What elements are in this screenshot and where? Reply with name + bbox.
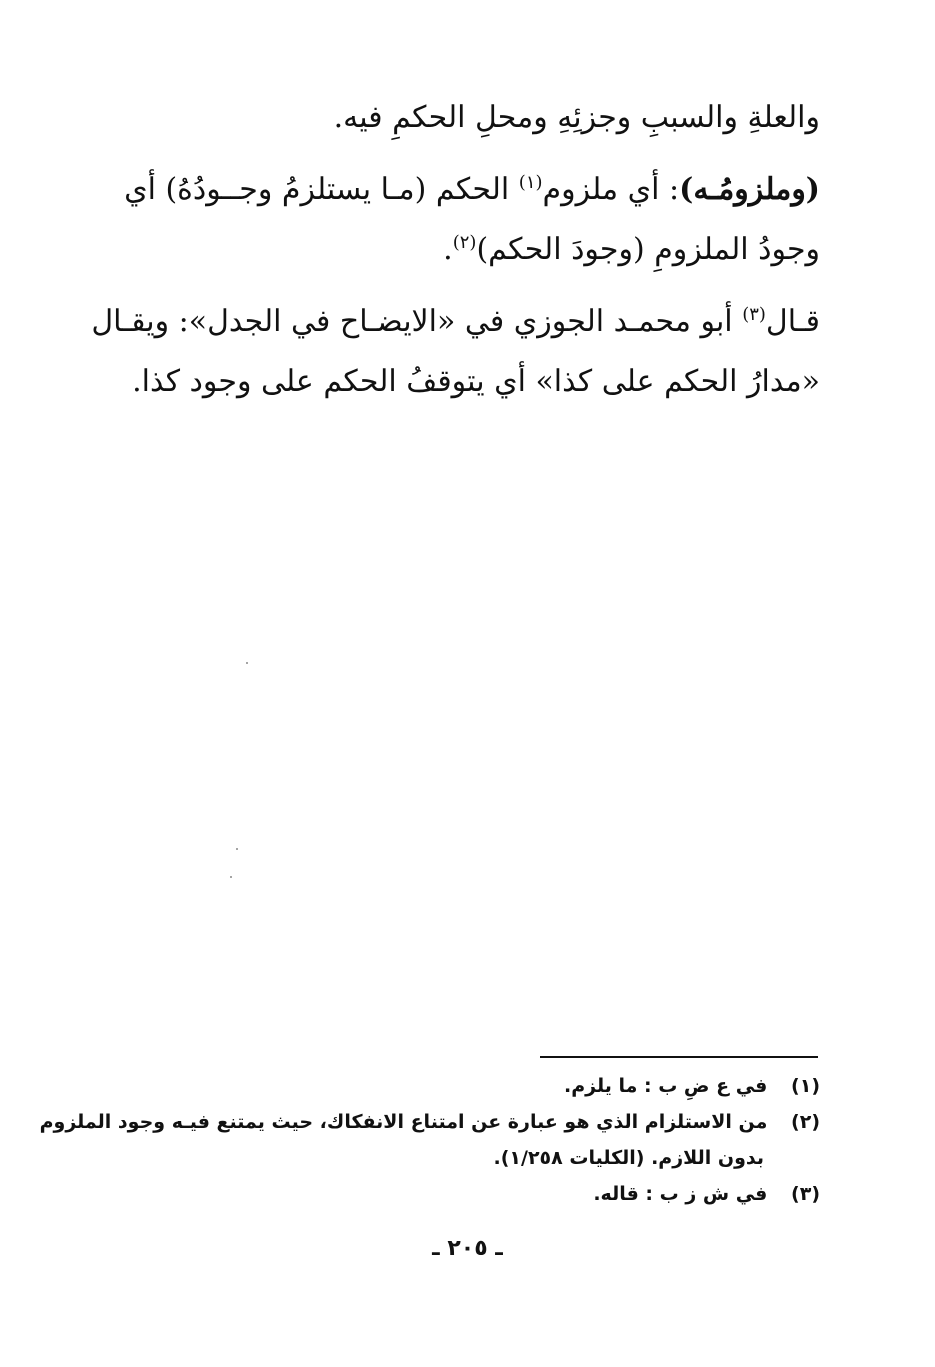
footnote-ref-3: (٣) [742,304,766,325]
paragraph-2-line-1 [124,160,820,220]
footnote-number: (٢) [791,1111,820,1133]
footnote-3 [140,1176,820,1212]
defined-term: (وملزومُـه) [679,172,820,207]
paragraph-3-text-b: أبو محمـد الجوزي في «الايضـاح في الجدل»: ويقـال [91,304,743,339]
footnote-text: من الاستلزام الذي هو عبارة عن امتناع الانفكاك، حيث يمتنع فيـه وجود الملزوم [39,1111,768,1133]
paragraph-2-text-b: الحكم (مـا يستلزمُ وجــودُهُ) أي [124,172,519,207]
footnote-number: (٣) [791,1183,820,1205]
paragraph-2-text-c: وجودُ الملزومِ (وجودَ الحكم) [476,232,820,267]
footnote-2-continuation: بدون اللازم. (الكليات ١/٢٥٨). [493,1147,764,1169]
footnote-text: في ع ضِ ب : ما يلزم. [564,1075,768,1097]
footnote-divider [540,1056,818,1058]
paragraph-2 [124,160,820,280]
paragraph-2-text-a: : أي ملزوم [542,172,680,207]
paragraph-3-line-1 [91,292,820,352]
paragraph-3-text-a: قـال [765,304,820,339]
footnote-text: في ش ز ب : قاله. [593,1183,768,1205]
paragraph-1-line-1: والعلةِ والسببِ وجزئِهِ ومحلِ الحكمِ فيه. [333,100,820,135]
paragraph-3-line-2: «مدارُ الحكم على كذا» أي يتوقفُ الحكم على وجود كذا. [132,364,820,399]
footnote-1 [140,1068,820,1104]
paragraph-3 [91,292,820,412]
scan-speck [246,662,248,664]
scan-speck [230,876,232,878]
page-number: ـ ٢٠٥ ـ [432,1236,503,1261]
footnote-ref-1: (١) [518,172,543,193]
footnote-ref-2: (٢) [452,232,477,253]
footnote-number: (١) [791,1075,820,1097]
paragraph-1 [140,88,820,148]
paragraph-2-text-d: . [443,232,453,267]
footnote-2 [39,1104,820,1140]
footnotes [39,1068,820,1212]
scan-speck [236,848,238,850]
paragraph-2-line-2 [140,220,820,280]
